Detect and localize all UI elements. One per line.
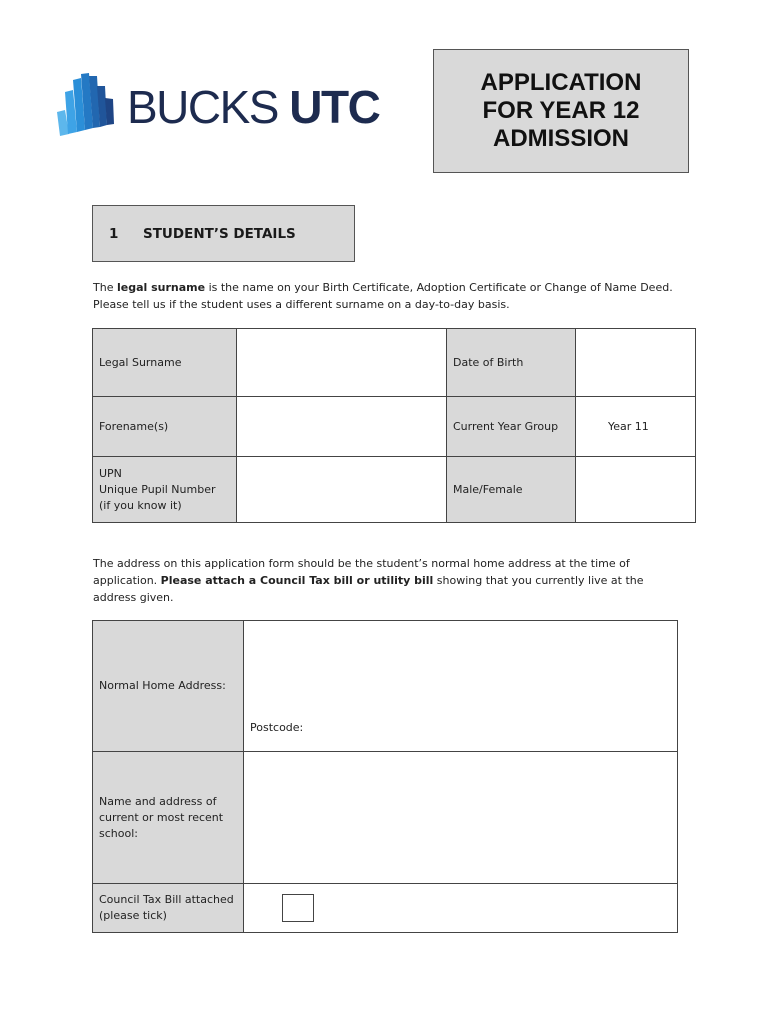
address-note-pre: The address on this application form should be the student’s normal home address at the time of application. bbox=[93, 557, 630, 587]
upn-label-line-2: Unique Pupil Number bbox=[99, 482, 216, 496]
table-row bbox=[93, 621, 678, 752]
bucks-utc-logo bbox=[55, 72, 415, 142]
form-title-line-2: FOR YEAR 12 bbox=[482, 97, 640, 124]
section-heading bbox=[92, 205, 355, 262]
form-title-line-1: APPLICATION bbox=[480, 69, 642, 96]
legal-surname-note-pre: The bbox=[93, 281, 117, 294]
table-row bbox=[93, 884, 678, 933]
address-note-bold: Please attach a Council Tax bill or utility bill bbox=[160, 574, 434, 587]
section-number: 1 bbox=[109, 225, 119, 242]
legal-surname-note-bold: legal surname bbox=[116, 281, 206, 294]
address-note bbox=[93, 555, 673, 606]
section-title: STUDENT’S DETAILS bbox=[143, 225, 296, 242]
logo-wordmark bbox=[127, 80, 379, 134]
council-tax-label: Council Tax Bill attached (please tick) bbox=[93, 884, 244, 933]
table-row bbox=[93, 457, 696, 523]
school-field[interactable] bbox=[244, 752, 678, 884]
legal-surname-label: Legal Surname bbox=[93, 329, 237, 397]
forenames-label: Forename(s) bbox=[93, 397, 237, 457]
gender-label: Male/Female bbox=[447, 457, 576, 523]
table-row bbox=[93, 329, 696, 397]
form-title-line-3: ADMISSION bbox=[492, 125, 629, 152]
legal-surname-field[interactable] bbox=[237, 329, 447, 397]
council-tax-cell bbox=[244, 884, 678, 933]
logo-bars-icon bbox=[55, 72, 125, 142]
upn-field[interactable] bbox=[237, 457, 447, 523]
home-address-field[interactable] bbox=[244, 621, 678, 752]
gender-field[interactable] bbox=[576, 457, 696, 523]
school-label: Name and address of current or most recent school: bbox=[93, 752, 244, 884]
current-year-group-field[interactable]: Year 11 bbox=[576, 397, 696, 457]
logo-word-utc: UTC bbox=[289, 81, 380, 133]
upn-label-line-1: UPN bbox=[99, 466, 122, 480]
student-details-table bbox=[92, 328, 696, 523]
table-row bbox=[93, 752, 678, 884]
forenames-field[interactable] bbox=[237, 397, 447, 457]
council-tax-checkbox[interactable] bbox=[282, 894, 314, 922]
logo-word-bucks: BUCKS bbox=[127, 81, 278, 133]
address-note-post: showing that you currently live at the address given. bbox=[93, 574, 644, 604]
current-year-group-label: Current Year Group bbox=[447, 397, 576, 457]
upn-label-line-3: (if you know it) bbox=[99, 498, 182, 512]
table-row bbox=[93, 397, 696, 457]
address-table bbox=[92, 620, 678, 933]
upn-label bbox=[93, 457, 237, 523]
legal-surname-note bbox=[93, 279, 673, 313]
form-title-box bbox=[433, 49, 689, 173]
home-address-label: Normal Home Address: bbox=[93, 621, 244, 752]
legal-surname-note-post: is the name on your Birth Certificate, Adoption Certificate or Change of Name Deed. Please tell us if the student uses a different surname on a day-to-day basis. bbox=[93, 281, 673, 311]
postcode-label: Postcode: bbox=[250, 721, 304, 734]
date-of-birth-field[interactable] bbox=[576, 329, 696, 397]
date-of-birth-label: Date of Birth bbox=[447, 329, 576, 397]
